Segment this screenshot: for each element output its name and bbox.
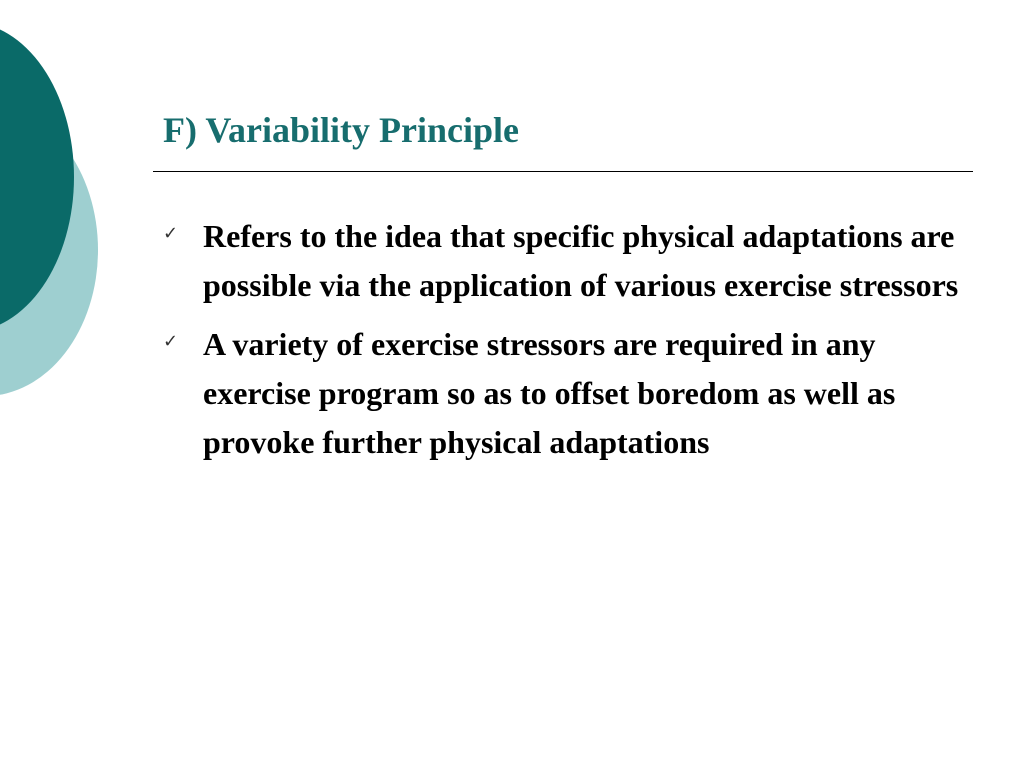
title-divider <box>153 171 973 172</box>
slide-title: F) Variability Principle <box>163 110 519 150</box>
bullet-item <box>163 320 963 467</box>
bullet-text: A variety of exercise stressors are required in any exercise program so as to offset boredom as well as provoke further physical adaptations <box>203 326 896 460</box>
bullet-list <box>163 212 963 477</box>
check-icon: ✓ <box>163 223 179 244</box>
bullet-item <box>163 212 963 310</box>
check-icon: ✓ <box>163 331 179 352</box>
bullet-text: Refers to the idea that specific physical adaptations are possible via the application of various exercise stressors <box>203 218 959 303</box>
